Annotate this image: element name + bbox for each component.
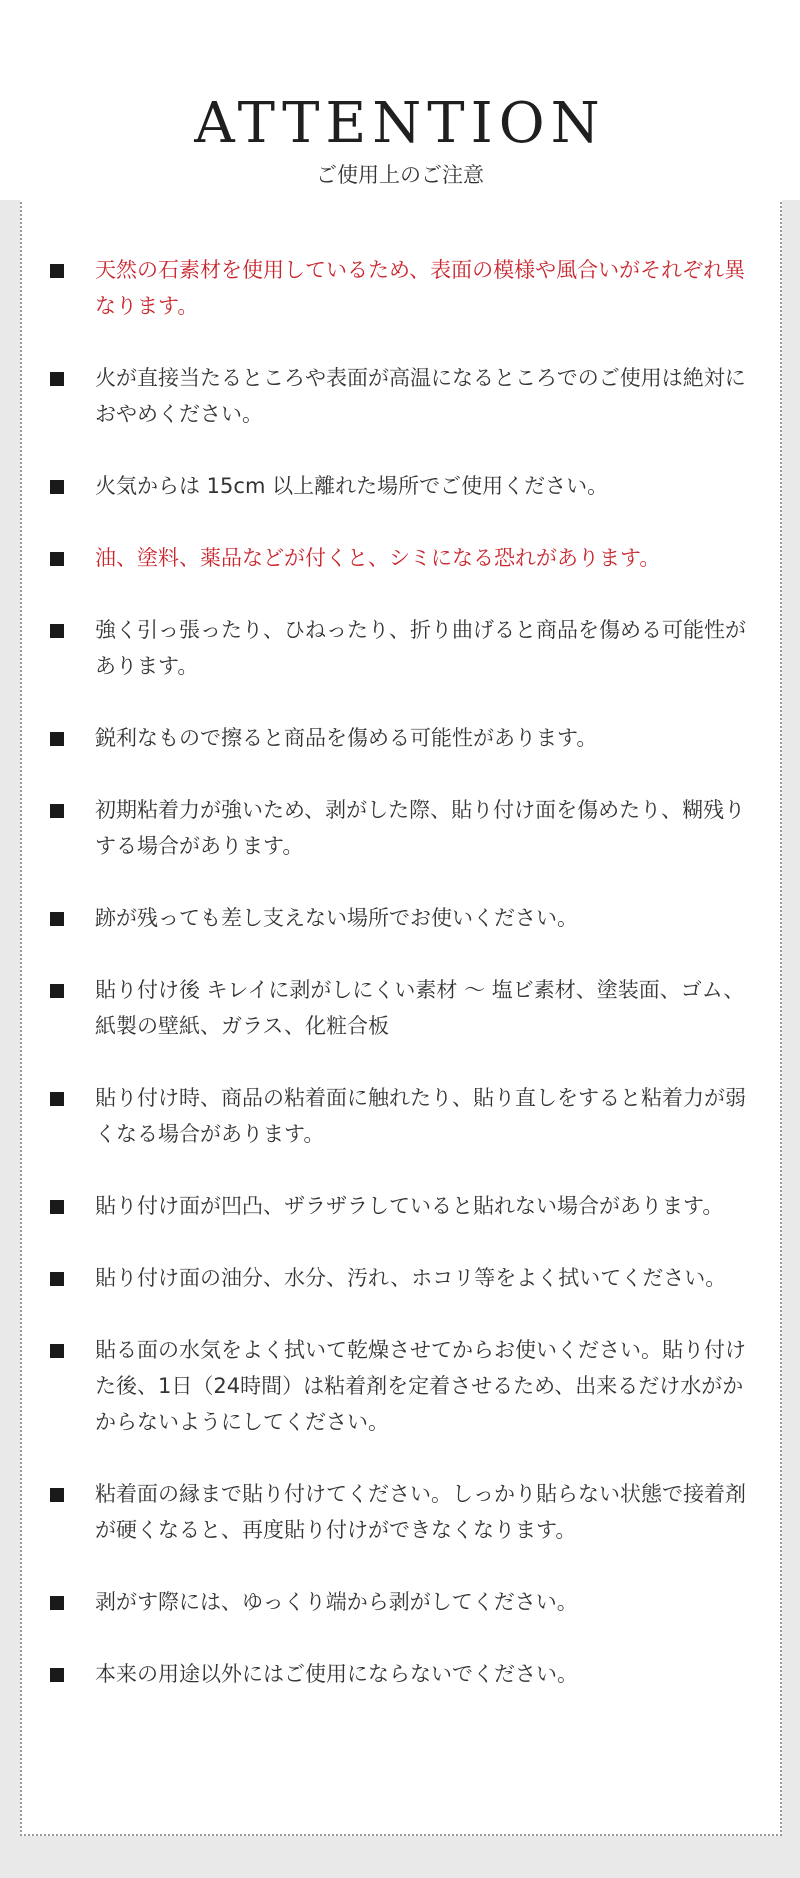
notice-item	[40, 900, 760, 936]
page-subtitle: ご使用上のご注意	[316, 163, 484, 187]
square-bullet-icon	[50, 732, 64, 746]
notice-item	[40, 1584, 760, 1620]
square-bullet-icon	[50, 1272, 64, 1286]
notice-text: 天然の石素材を使用しているため、表面の模様や風合いがそれぞれ異なります。	[95, 258, 746, 318]
notice-text: 貼り付け面が凹凸、ザラザラしていると貼れない場合があります。	[95, 1194, 724, 1218]
notice-text: 火が直接当たるところや表面が高温になるところでのご使用は絶対におやめください。	[95, 366, 746, 426]
notice-text: 鋭利なもので擦ると商品を傷める可能性があります。	[95, 726, 598, 750]
square-bullet-icon	[50, 984, 64, 998]
square-bullet-icon	[50, 624, 64, 638]
notice-text: 初期粘着力が強いため、剥がした際、貼り付け面を傷めたり、糊残りする場合があります。	[95, 798, 746, 858]
notice-item	[40, 1332, 760, 1440]
notice-text: 貼り付け時、商品の粘着面に触れたり、貼り直しをすると粘着力が弱くなる場合があります。	[95, 1086, 746, 1146]
notice-text: 油、塗料、薬品などが付くと、シミになる恐れがあります。	[95, 546, 661, 570]
notice-item	[40, 468, 760, 504]
square-bullet-icon	[50, 372, 64, 386]
notice-item	[40, 972, 760, 1044]
square-bullet-icon	[50, 1596, 64, 1610]
notice-text: 火気からは 15cm 以上離れた場所でご使用ください。	[95, 474, 609, 498]
square-bullet-icon	[50, 1488, 64, 1502]
square-bullet-icon	[50, 264, 64, 278]
notice-item	[40, 1260, 760, 1296]
square-bullet-icon	[50, 804, 64, 818]
notice-item	[40, 1080, 760, 1152]
notice-text: 貼り付け面の油分、水分、汚れ、ホコリ等をよく拭いてください。	[95, 1266, 727, 1290]
notice-item	[40, 540, 760, 576]
notice-text: 粘着面の縁まで貼り付けてください。しっかり貼らない状態で接着剤が硬くなると、再度貼り付けができなくなります。	[95, 1482, 746, 1542]
notice-text: 貼り付け後 キレイに剥がしにくい素材 〜 塩ビ素材、塗装面、ゴム、紙製の壁紙、ガラス、化粧合板	[95, 978, 745, 1038]
square-bullet-icon	[50, 480, 64, 494]
square-bullet-icon	[50, 1092, 64, 1106]
notice-text: 貼る面の水気をよく拭いて乾燥させてからお使いください。貼り付けた後、1日（24時間）は粘着剤を定着させるため、出来るだけ水がかからないようにしてください。	[95, 1338, 746, 1434]
notice-item	[40, 360, 760, 432]
notice-item	[40, 252, 760, 324]
square-bullet-icon	[50, 1344, 64, 1358]
square-bullet-icon	[50, 912, 64, 926]
notice-text: 剥がす際には、ゆっくり端から剥がしてください。	[95, 1590, 578, 1614]
square-bullet-icon	[50, 552, 64, 566]
notice-text: 強く引っ張ったり、ひねったり、折り曲げると商品を傷める可能性があります。	[95, 618, 746, 678]
notice-text: 跡が残っても差し支えない場所でお使いください。	[95, 906, 578, 930]
notice-item	[40, 1656, 760, 1692]
notice-item	[40, 612, 760, 684]
notice-list	[40, 252, 760, 1728]
square-bullet-icon	[50, 1200, 64, 1214]
notice-item	[40, 1476, 760, 1548]
page-title: ATTENTION	[194, 91, 606, 156]
notice-item	[40, 792, 760, 864]
notice-text: 本来の用途以外にはご使用にならないでください。	[95, 1662, 578, 1686]
notice-item	[40, 1188, 760, 1224]
square-bullet-icon	[50, 1668, 64, 1682]
notice-item	[40, 720, 760, 756]
